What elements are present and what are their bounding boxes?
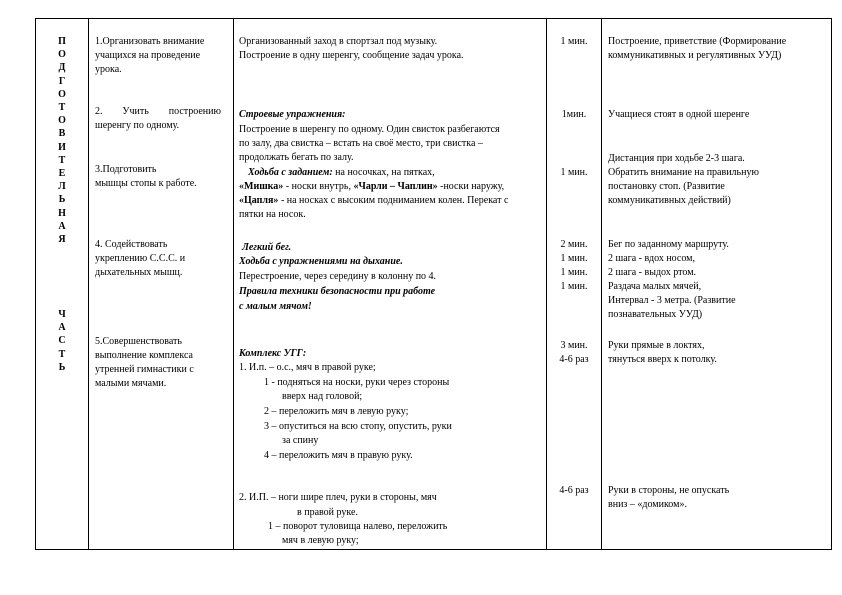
task-1-line-2: учащихся на проведение (95, 50, 201, 61)
light-run: Легкий бег. (242, 242, 292, 253)
note-3-line-3: постановку стоп. (Развитие (608, 181, 725, 192)
safety-rules-line-1: Правила техники безопасности при работе (239, 286, 436, 297)
walk-bear-text: - носки внутрь, (283, 181, 354, 192)
section-letter: Я (58, 234, 66, 246)
section-letter: Г (58, 75, 66, 87)
breathing-walk: Ходьба с упражнениями на дыхание. (239, 256, 403, 267)
note-4-line-4: Раздача малых мячей, (608, 281, 702, 292)
lesson-plan-table (35, 18, 832, 550)
walking-task-line-3 (239, 194, 508, 207)
exercise-2-line-3: 1 – поворот туловища налево, переложить (268, 521, 448, 532)
walking-task-line-4: пятки на носок. (239, 209, 306, 220)
duration-3: 1 мин. (560, 167, 588, 178)
task-5-line-2: выполнение комплекса (95, 350, 193, 361)
section-letter: О (58, 115, 66, 127)
section-letter: В (58, 128, 66, 140)
exercise-2-line-2: в правой руке. (297, 507, 358, 518)
task-5-line-3: утренней гимнастики с (95, 364, 194, 375)
content-2-line-2: по залу, два свистка – встать на своё место, три свистка – (239, 138, 483, 149)
task-3-line-2: мышцы стопы к работе. (95, 178, 197, 189)
section-title-part1 (36, 35, 88, 246)
walk-chaplin: «Чарли – Чаплин» (353, 181, 438, 192)
task-2-line-2: шеренгу по одному. (95, 120, 180, 131)
section-letter: Т (58, 154, 66, 166)
section-letter: П (58, 36, 66, 47)
task-4-line-3: дыхательных мышц. (95, 267, 183, 278)
section-title-part2 (36, 308, 88, 374)
section-letter: Д (58, 62, 66, 74)
note-4-line-2: 2 шага - вдох носом, (608, 253, 695, 264)
exercise-2-line-1: 2. И.П. – ноги шире плеч, руки в стороны, мяч (239, 492, 437, 503)
section-letter: Т (58, 348, 66, 360)
note-3-line-4: коммуникативных действий) (608, 195, 731, 206)
task-5-line-1: 5.Совершенствовать (95, 336, 182, 347)
note-5-line-1: Руки прямые в локтях, (608, 340, 705, 351)
note-6-line-1: Руки в стороны, не опускать (608, 485, 730, 496)
walking-task-text: на носочках, на пятках, (332, 167, 435, 178)
duration-7: 1 мин. (560, 281, 588, 292)
duration-10: 4-6 раз (559, 485, 589, 496)
exercise-1-line-5: 3 – опуститься на всю стопу, опустить, руки (264, 421, 452, 432)
section-letter: А (58, 220, 66, 232)
section-letter: О (58, 49, 66, 61)
duration-6: 1 мин. (560, 267, 588, 278)
section-column (36, 19, 89, 550)
duration-2: 1мин. (561, 109, 587, 120)
content-column (234, 19, 547, 550)
section-letter: Т (58, 102, 66, 114)
exercise-1-line-2: 1 - подняться на носки, руки через стороны (264, 377, 450, 388)
section-letter: С (58, 335, 66, 347)
exercise-1-line-7: 4 – переложить мяч в правую руку. (264, 450, 413, 461)
exercise-1-line-4: 2 – переложить мяч в левую руку; (264, 406, 409, 417)
task-5-line-4: малыми мячами. (95, 378, 167, 389)
duration-1: 1 мин. (560, 36, 588, 47)
section-letter: Л (58, 181, 66, 193)
task-4-line-1: 4. Содействовать (95, 239, 168, 250)
duration-9: 4-6 раз (559, 354, 589, 365)
exercise-1-line-6: за спину (282, 435, 319, 446)
section-letter: О (58, 88, 66, 100)
notes-column (602, 19, 832, 550)
walk-heron: «Цапля» (239, 195, 279, 206)
note-6-line-2: вниз – «домиком». (608, 499, 687, 510)
exercise-1-line-1: 1. И.п. – о.с., мяч в правой руке; (239, 362, 376, 373)
walking-task-line-1 (248, 166, 435, 179)
note-4-line-1: Бег по заданному маршруту. (608, 239, 729, 250)
safety-rules-line-2: с малым мячом! (239, 301, 312, 312)
section-letter: Ь (58, 361, 66, 373)
exercise-1-line-3: вверх над головой; (282, 391, 363, 402)
section-letter: Н (58, 207, 66, 219)
drill-exercises-heading (239, 108, 345, 121)
note-1-line-1: Построение, приветствие (Формирование (608, 36, 787, 47)
task-1-line-3: урока. (95, 64, 122, 75)
note-4-line-5: Интервал - 3 метра. (Развитие (608, 295, 736, 306)
complex-heading: Комплекс УГГ: (239, 348, 307, 359)
duration-column (547, 19, 602, 550)
section-letter: Е (58, 168, 66, 180)
content-1-line-1: Организованный заход в спортзал под музыку. (239, 36, 438, 47)
note-4-line-3: 2 шага - выдох ртом. (608, 267, 697, 278)
content-1-line-2: Построение в одну шеренгу, сообщение задач урока. (239, 50, 464, 61)
content-2-line-3: продолжать бегать по залу. (239, 152, 354, 163)
duration-5: 1 мин. (560, 253, 588, 264)
note-1-line-2: коммуникативных и регулятивных УУД) (608, 50, 782, 61)
walk-heron-text: - на носках с высоким подниманием колен. Перекат с (278, 195, 509, 206)
section-letter: И (58, 141, 66, 153)
task-2-word-2: Учить (122, 106, 149, 117)
content-2-line-1: Построение в шеренгу по одному. Один свисток разбегаются (239, 124, 500, 135)
note-2-line-1: Учащиеся стоят в одной шеренге (608, 109, 750, 120)
walking-task-line-2 (239, 180, 504, 193)
section-letter: Ь (58, 194, 66, 206)
section-letter: Ч (58, 309, 66, 320)
task-2-word-1: 2. (95, 106, 103, 117)
tasks-column (89, 19, 234, 550)
task-3-line-1: 3.Подготовить (95, 164, 157, 175)
rebuild-text: Перестроение, через середину в колонну по 4. (239, 271, 437, 282)
task-4-line-2: укреплению С.С.С. и (95, 253, 186, 264)
task-1-line-1: 1.Организовать внимание (95, 36, 205, 47)
note-3-line-1: Дистанция при ходьбе 2-3 шага. (608, 153, 745, 164)
drill-exercises-title: Строевые упражнения: (239, 109, 346, 120)
note-4-line-6: познавательных УУД) (608, 309, 703, 320)
note-5-line-2: тянуться вверх к потолку. (608, 354, 717, 365)
walking-task-heading: Ходьба с заданием: (248, 167, 333, 178)
task-2-word-3: построению (168, 106, 221, 117)
walk-chaplin-text: -носки наружу, (437, 181, 505, 192)
task-2-line-1 (95, 105, 221, 118)
exercise-2-line-4: мяч в левую руку; (282, 535, 359, 546)
duration-8: 3 мин. (560, 340, 588, 351)
note-3-line-2: Обратить внимание на правильную (608, 167, 759, 178)
duration-4: 2 мин. (560, 239, 588, 250)
walk-bear: «Мишка» (239, 181, 284, 192)
section-letter: А (58, 322, 66, 334)
